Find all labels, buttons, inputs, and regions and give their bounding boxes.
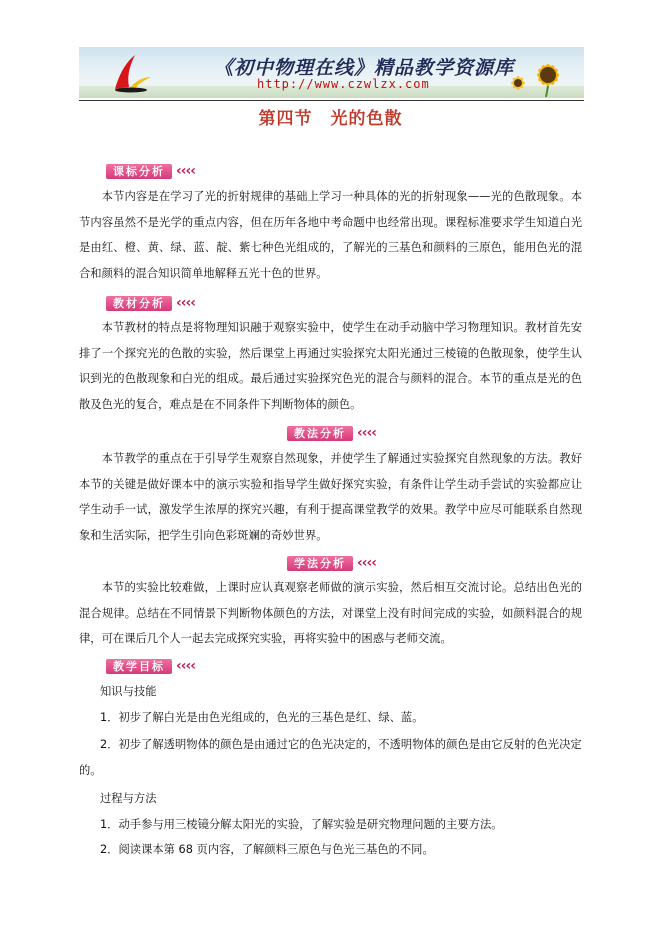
chevrons-icon: ‹‹‹‹ bbox=[357, 555, 377, 571]
section-tag-jiaofa bbox=[287, 426, 376, 441]
section-tag-xuefa bbox=[287, 556, 376, 571]
sunflower-icon bbox=[506, 53, 576, 97]
header-rule bbox=[79, 100, 584, 101]
subheading-process: 过程与方法 bbox=[100, 792, 157, 805]
section-tag-label: 课标分析 bbox=[106, 164, 172, 179]
paragraph-xuefa: 本节的实验比较难做，上课时应认真观察老师做的演示实验，然后相互交流讨论。总结出色光的混合规律。总结在不同情景下判断物体颜色的方法，对课堂上没有时间完成的实验，如颜料混合的规律，可在课后几个人一起去完成探究实验，再将实验中的困惑与老师交流。 bbox=[79, 581, 582, 645]
chevrons-icon: ‹‹‹‹ bbox=[357, 425, 377, 441]
section-tag-mubiao bbox=[106, 659, 195, 674]
banner-url: http://www.czwlzx.com bbox=[257, 77, 430, 91]
list-item: 2．阅读课本第 68 页内容，了解颜料三原色与色光三基色的不同。 bbox=[100, 843, 434, 856]
section-tag-label: 教材分析 bbox=[106, 296, 172, 311]
paragraph-jiaofa: 本节教学的重点在于引导学生观察自然现象，并使学生了解通过实验探究自然现象的方法。教好本节的关键是做好课本中的演示实验和指导学生做好探究实验，有条件让学生动手尝试的实验都应让学生动手一试，激发学生浓厚的探究兴趣，有利于提高课堂教学的效果。教学中应尽可能联系自然现象和生活实际，把学生引向色彩斑斓的奇妙世界。 bbox=[79, 452, 582, 542]
page-title: 第四节 光的色散 bbox=[258, 109, 403, 129]
red-swoosh-logo-icon bbox=[109, 51, 153, 93]
paragraph-jiaocai: 本节教材的特点是将物理知识融于观察实验中，使学生在动手动脑中学习物理知识。教材首先安排了一个探究光的色散的实验，然后课堂上再通过实验探究太阳光通过三棱镜的色散现象，使学生认识到光的色散现象和白光的组成。最后通过实验探究色光的混合与颜料的混合。本节的重点是光的色散及色光的复合，难点是在不同条件下判断物体的颜色。 bbox=[79, 321, 582, 411]
section-tag-label: 教学目标 bbox=[106, 659, 172, 674]
banner-title: 《初中物理在线》精品教学资源库 bbox=[214, 57, 515, 79]
chevrons-icon: ‹‹‹‹ bbox=[176, 163, 196, 179]
chevrons-icon: ‹‹‹‹ bbox=[176, 658, 196, 674]
section-tag-kebiao bbox=[106, 164, 195, 179]
chevrons-icon: ‹‹‹‹ bbox=[176, 295, 196, 311]
list-item: 1．初步了解白光是由色光组成的，色光的三基色是红、绿、蓝。 bbox=[100, 711, 424, 724]
subheading-knowledge: 知识与技能 bbox=[100, 685, 157, 698]
header-banner bbox=[79, 47, 584, 98]
section-tag-label: 教法分析 bbox=[287, 426, 353, 441]
section-tag-label: 学法分析 bbox=[287, 556, 353, 571]
list-item: 1．动手参与用三棱镜分解太阳光的实验，了解实验是研究物理问题的主要方法。 bbox=[100, 818, 503, 831]
paragraph-kebiao: 本节内容是在学习了光的折射规律的基础上学习一种具体的光的折射现象——光的色散现象。本节内容虽然不是光学的重点内容，但在历年各地中考命题中也经常出现。课程标准要求学生知道白光是由红、橙、黄、绿、蓝、靛、紫七种色光组成的，了解光的三基色和颜料的三原色，能用色光的混合和颜料的混合知识简单地解释五光十色的世界。 bbox=[79, 190, 582, 280]
section-tag-jiaocai bbox=[106, 296, 195, 311]
list-item: 2．初步了解透明物体的颜色是由通过它的色光决定的，不透明物体的颜色是由它反射的色光决定的。 bbox=[79, 738, 582, 777]
